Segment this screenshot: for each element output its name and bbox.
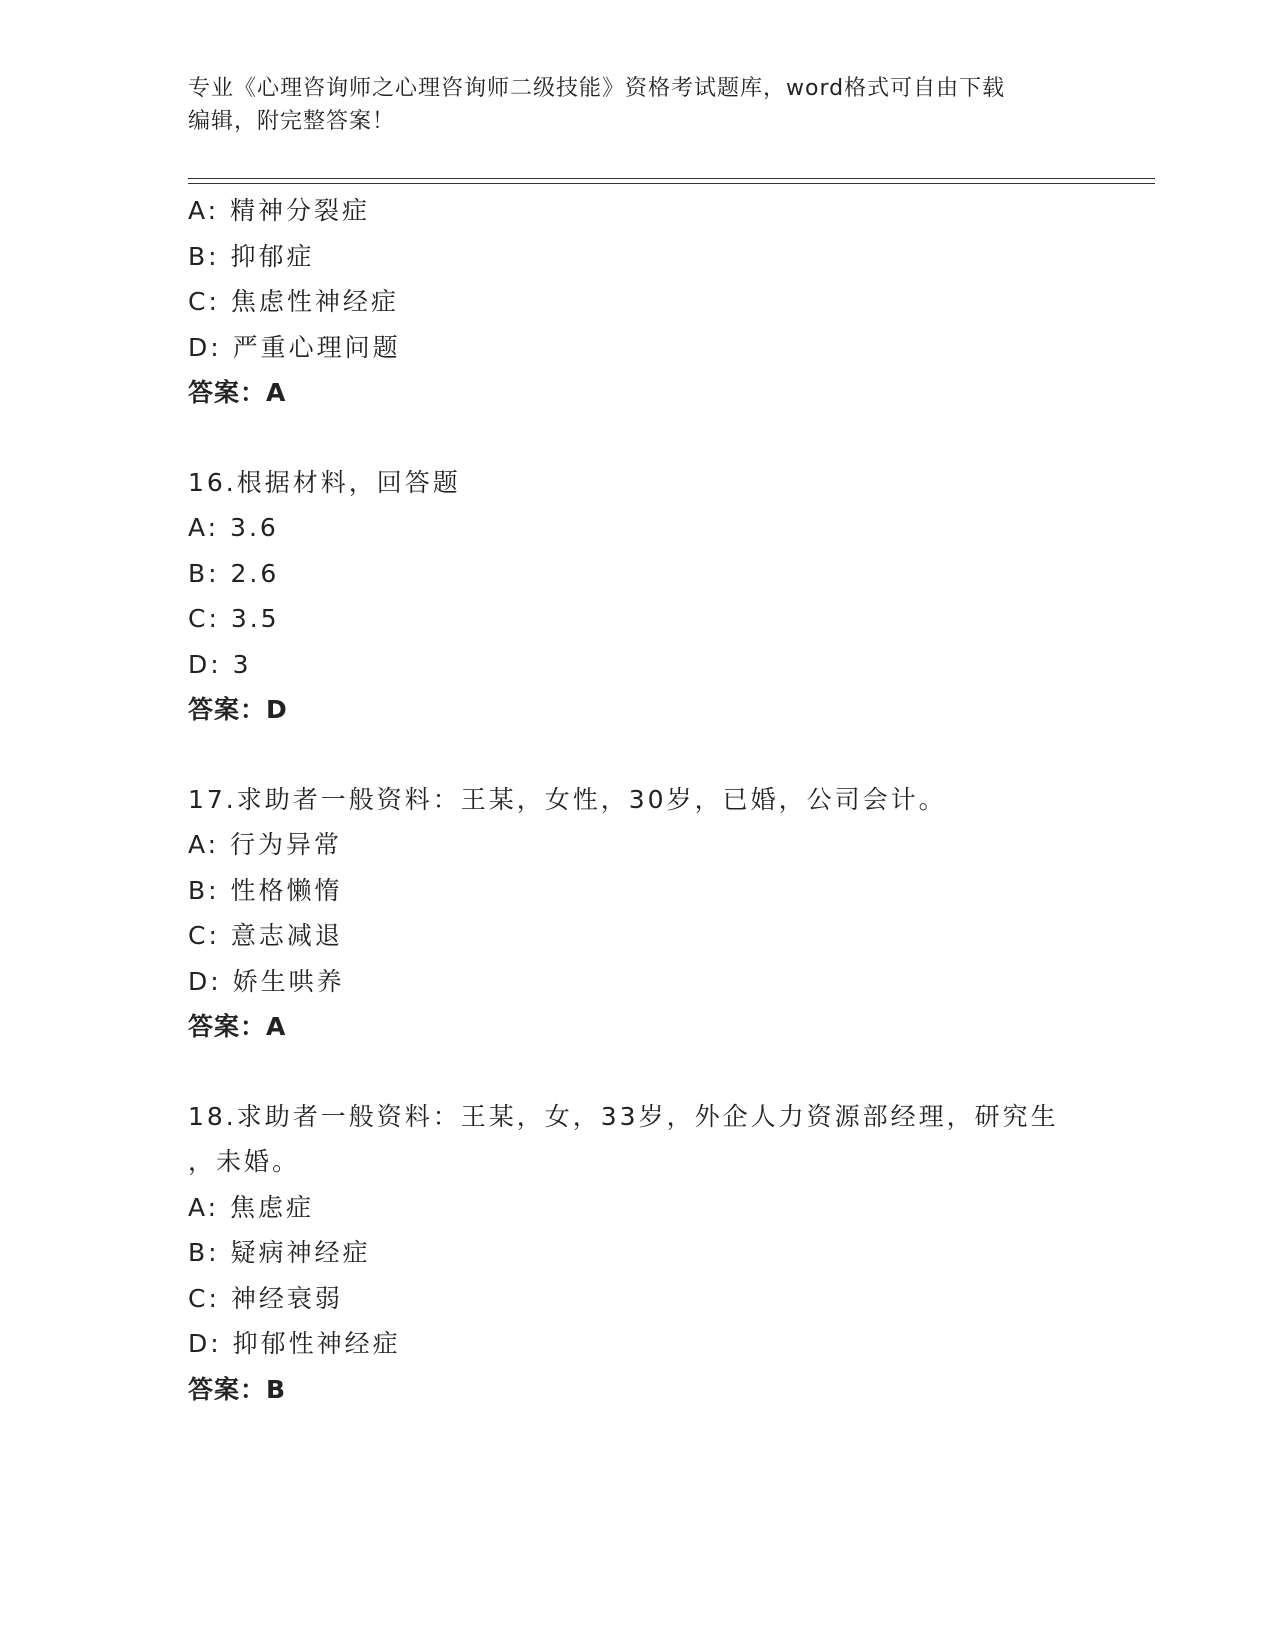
- header-line-1: 专业《心理咨询师之心理咨询师二级技能》资格考试题库，word格式可自由下载: [188, 76, 1006, 101]
- option-b: B: 性格懒惰: [188, 875, 343, 905]
- answer-line: 答案：A: [188, 1012, 287, 1041]
- question-15: [188, 188, 1088, 416]
- option-a: A: 3.6: [188, 513, 279, 542]
- option-d: D: 严重心理问题: [188, 332, 401, 362]
- option-c: C: 焦虑性神经症: [188, 287, 399, 316]
- option-d: D: 娇生哄养: [188, 966, 345, 996]
- option-c: C: 意志减退: [188, 921, 343, 950]
- header-divider-bottom: [188, 183, 1155, 184]
- option-a: A: 精神分裂症: [188, 196, 371, 225]
- option-a: A: 行为异常: [188, 830, 343, 859]
- header-divider-top: [188, 178, 1155, 179]
- spacer: [188, 733, 1088, 777]
- question-text: 17.求助者一般资料：王某，女性，30岁，已婚，公司会计。: [188, 784, 947, 814]
- answer-line: 答案：D: [188, 695, 288, 724]
- answer-line: 答案：B: [188, 1374, 287, 1404]
- question-list: [188, 188, 1088, 1412]
- answer-line: 答案：A: [188, 378, 287, 407]
- option-c: C: 神经衰弱: [188, 1283, 343, 1313]
- option-d: D: 抑郁性神经症: [188, 1329, 401, 1358]
- option-b: B: 疑病神经症: [188, 1238, 371, 1267]
- option-d: D: 3: [188, 649, 252, 679]
- spacer: [188, 1050, 1088, 1094]
- question-text-line-1: 18.求助者一般资料：王某，女，33岁，外企人力资源部经理，研究生: [188, 1101, 1059, 1131]
- question-18: [188, 1094, 1088, 1413]
- option-b: B: 抑郁症: [188, 241, 315, 271]
- question-text: 16.根据材料，回答题: [188, 467, 461, 497]
- spacer: [188, 416, 1088, 460]
- option-b: B: 2.6: [188, 558, 280, 588]
- question-16: [188, 460, 1088, 733]
- question-text-line-2: ，未婚。: [188, 1147, 301, 1176]
- option-c: C: 3.5: [188, 604, 280, 633]
- option-a: A: 焦虑症: [188, 1192, 315, 1222]
- header-line-2: 编辑，附完整答案！: [188, 109, 396, 134]
- document-header: [188, 72, 1088, 138]
- question-17: [188, 777, 1088, 1050]
